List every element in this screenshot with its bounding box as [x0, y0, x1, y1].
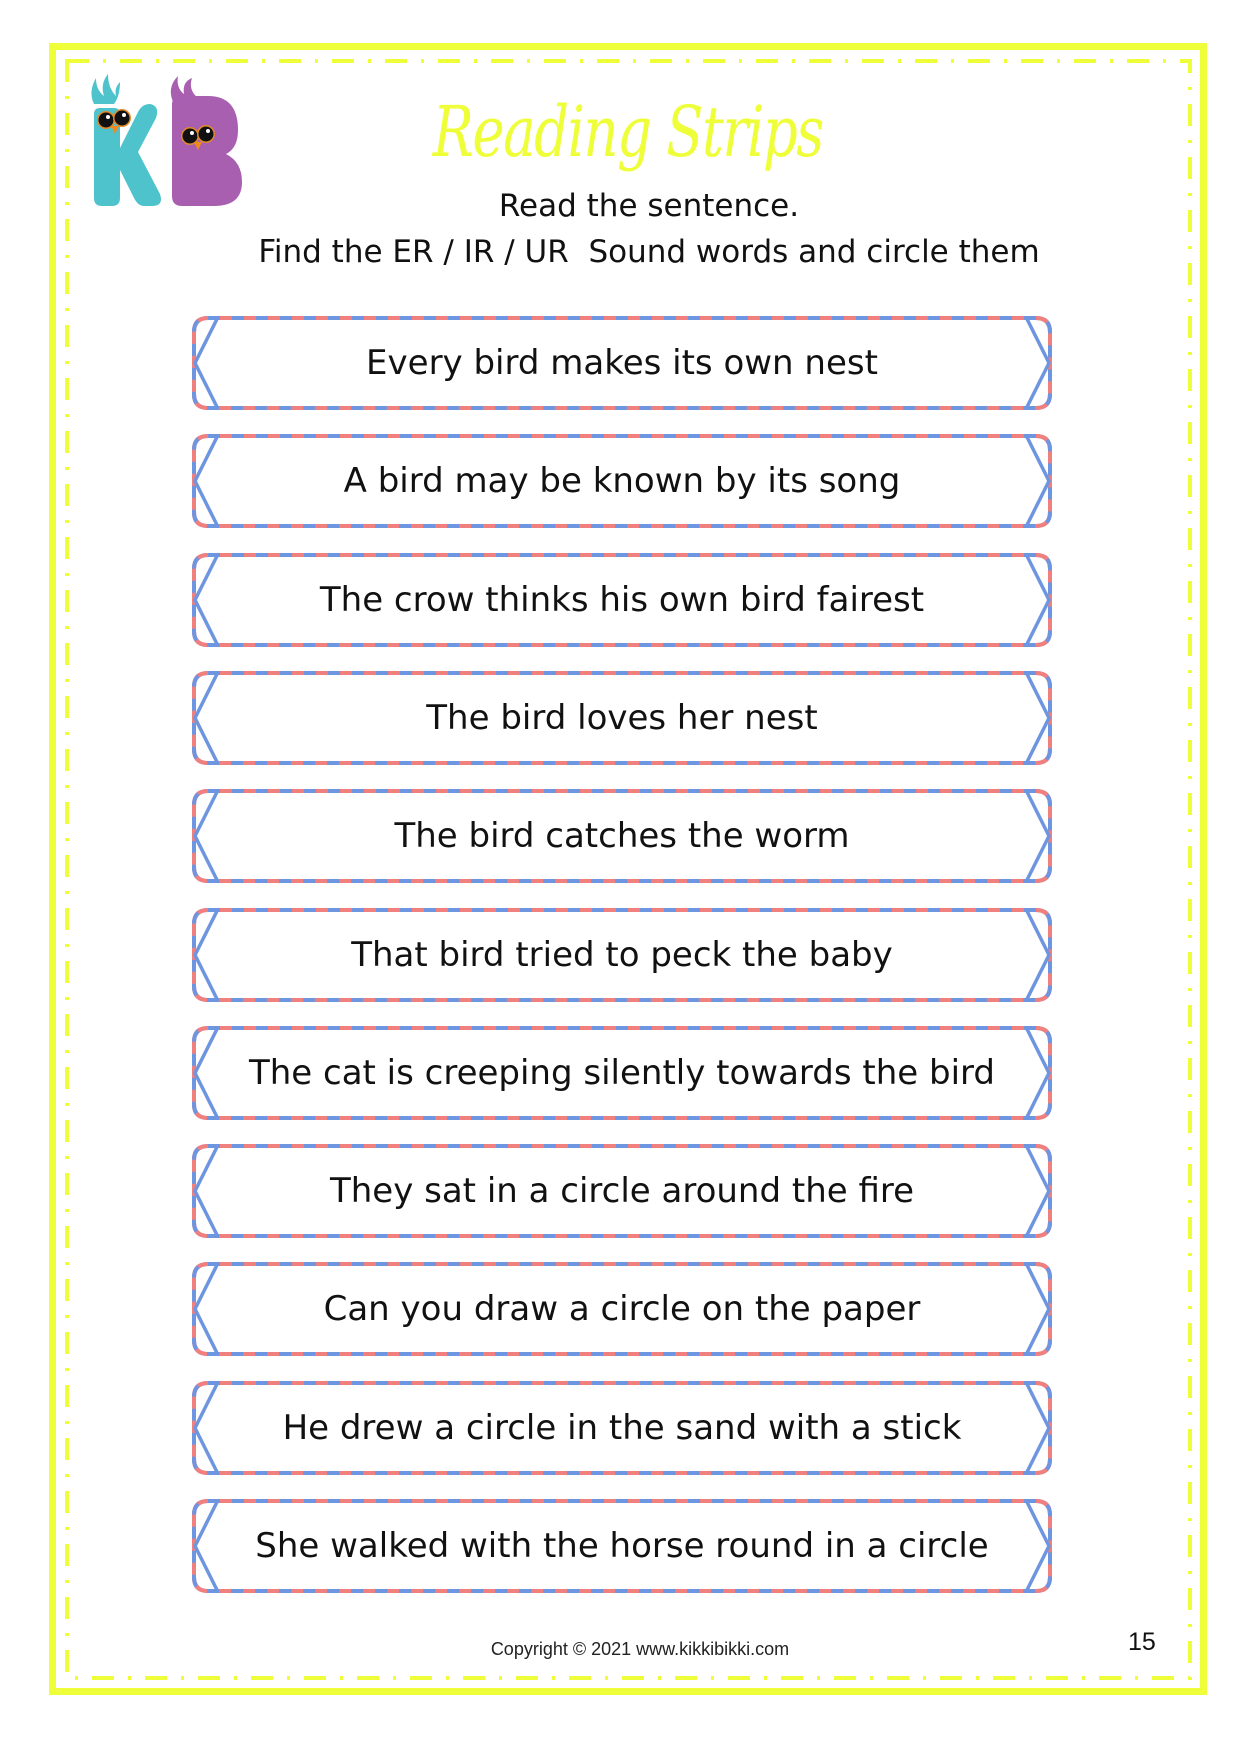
page-number: 15 — [1128, 1628, 1156, 1656]
strip-sentence: The crow thinks his own bird fairest — [319, 580, 925, 620]
instruction-line-1: Read the sentence. — [498, 188, 800, 224]
strip-sentence: Can you draw a circle on the paper — [323, 1289, 921, 1329]
instruction-line-2: Find the ER / IR / UR Sound words and circle them — [258, 234, 1040, 270]
strip-sentence: Every bird makes its own nest — [366, 343, 878, 383]
reading-strip — [192, 433, 1052, 529]
strip-sentence: A bird may be known by its song — [343, 461, 901, 501]
strip-sentence: They sat in a circle around the fire — [329, 1171, 915, 1211]
strip-sentence: He drew a circle in the sand with a stick — [282, 1408, 962, 1448]
strip-sentence: That bird tried to peck the baby — [351, 935, 893, 975]
reading-strip — [192, 788, 1052, 884]
page-title: Reading Strips — [432, 91, 823, 173]
reading-strip — [192, 670, 1052, 766]
reading-strip — [192, 907, 1052, 1003]
copyright-text: Copyright © 2021 www.kikkibikki.com — [490, 1639, 790, 1659]
strip-sentence: The bird catches the worm — [394, 816, 850, 856]
reading-strip — [192, 1143, 1052, 1239]
strip-sentence: The bird loves her nest — [426, 698, 818, 738]
strip-sentence: She walked with the horse round in a circle — [255, 1526, 989, 1566]
strip-sentence: The cat is creeping silently towards the bird — [248, 1053, 996, 1093]
reading-strip — [192, 1498, 1052, 1594]
reading-strip — [192, 1380, 1052, 1476]
reading-strip — [192, 315, 1052, 411]
reading-strip — [192, 1261, 1052, 1357]
reading-strip — [192, 1025, 1052, 1121]
reading-strip — [192, 552, 1052, 648]
